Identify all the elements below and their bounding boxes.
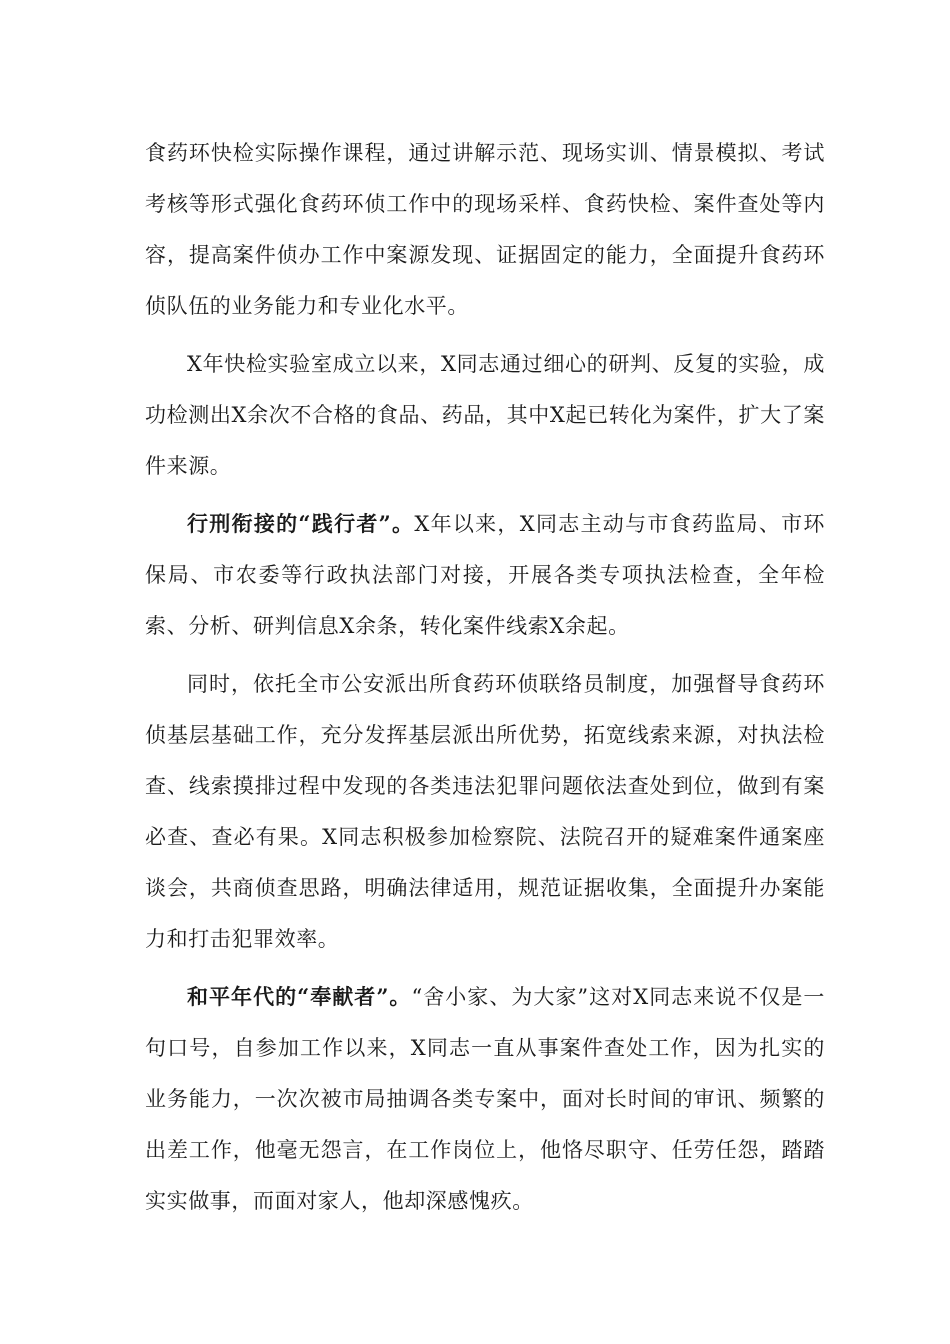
- paragraph-lead: 行刑衔接的“践行者”。: [187, 511, 415, 536]
- document-body: [145, 127, 825, 1227]
- paragraph-4: [145, 658, 825, 965]
- paragraph-text: 食药环快检实际操作课程，通过讲解示范、现场实训、情景模拟、考试考核等形式强化食药环侦工作中的现场采样、食药快检、案件查处等内容，提高案件侦办工作中案源发现、证据固定的能力，全面提升食药环侦队伍的业务能力和专业化水平。: [145, 141, 825, 318]
- paragraph-text: 同时，依托全市公安派出所食药环侦联络员制度，加强督导食药环侦基层基础工作，充分发挥基层派出所优势，拓宽线索来源，对执法检查、线索摸排过程中发现的各类违法犯罪问题依法查处到位，做到有案必查、查必有果。X同志积极参加检察院、法院召开的疑难案件通案座谈会，共商侦查思路，明确法律适用，规范证据收集，全面提升办案能力和打击犯罪效率。: [145, 672, 825, 951]
- paragraph-1: [145, 127, 825, 332]
- paragraph-text: X年以来，X同志主动与市食药监局、市环保局、市农委等行政执法部门对接，开展各类专项执法检查，全年检索、分析、研判信息X余条，转化案件线索X余起。: [145, 512, 825, 638]
- paragraph-text: X年快检实验室成立以来，X同志通过细心的研判、反复的实验，成功检测出X余次不合格的食品、药品，其中X起已转化为案件，扩大了案件来源。: [145, 352, 825, 478]
- paragraph-lead: 和平年代的“奉献者”。: [187, 984, 412, 1009]
- paragraph-3: [145, 498, 825, 652]
- paragraph-5: [145, 971, 825, 1227]
- paragraph-text: “舍小家、为大家”这对X同志来说不仅是一句口号，自参加工作以来，X同志一直从事案件查处工作，因为扎实的业务能力，一次次被市局抽调各类专案中，面对长时间的审讯、频繁的出差工作，他毫无怨言，在工作岗位上，他恪尽职守、任劳任怨，踏踏实实做事，而面对家人，他却深感愧疚。: [145, 985, 826, 1213]
- paragraph-2: [145, 338, 825, 492]
